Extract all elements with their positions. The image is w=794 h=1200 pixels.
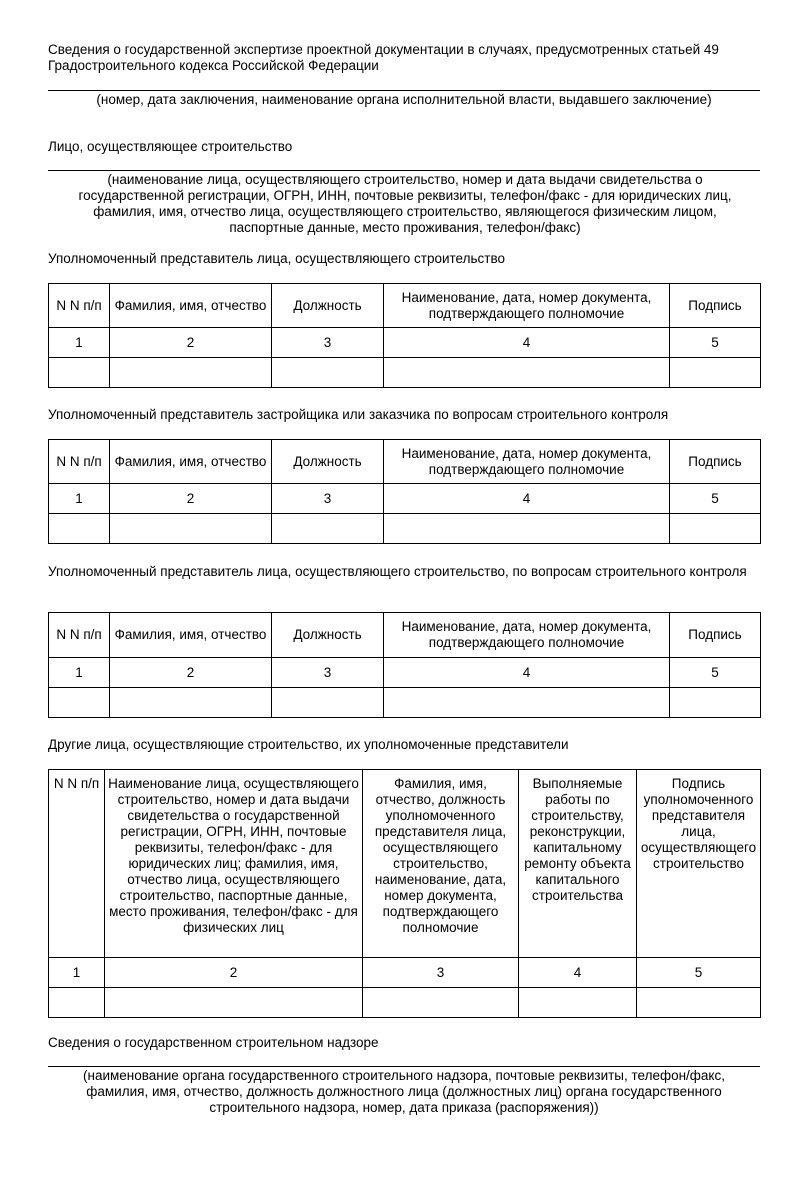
empty-cell [670, 688, 761, 718]
col-signature-header: Подпись уполномоченного представителя лица, осуществляющего строительство [637, 770, 761, 958]
col-number: 2 [110, 328, 272, 358]
col-number: 4 [384, 658, 670, 688]
table-row [49, 358, 761, 388]
col-number: 5 [670, 658, 761, 688]
col-number: 3 [272, 484, 384, 514]
section4-table [48, 769, 761, 1018]
section1-heading: Уполномоченный представитель лица, осуществляющего строительство [48, 251, 505, 266]
column-number-row [49, 658, 761, 688]
col-position-header: Должность [272, 284, 384, 328]
col-number: 3 [363, 958, 519, 988]
table-header-row [49, 284, 761, 328]
empty-cell [105, 988, 363, 1018]
col-number: 1 [49, 484, 110, 514]
empty-cell [363, 988, 519, 1018]
col-document-header: Наименование, дата, номер документа, подтверждающего полномочие [384, 284, 670, 328]
empty-cell [384, 514, 670, 544]
col-number: 5 [670, 484, 761, 514]
col-number: 1 [49, 958, 105, 988]
builder-fill-line [48, 170, 760, 171]
col-entity-header: Наименование лица, осуществляющего строительство, номер и дата выдачи свидетельства о государственной регистрации, ОГРН, ИНН, почтовые реквизиты, телефон/факс - для юридических лиц; фамилия, имя, отчество лица, осуществляющего строительство, паспортные данные, место проживания, телефон/факс - для физических лиц [105, 770, 363, 958]
col-number: 1 [49, 328, 110, 358]
col-number: 4 [384, 328, 670, 358]
col-fio-header: Фамилия, имя, отчество [110, 284, 272, 328]
empty-cell [670, 358, 761, 388]
empty-cell [272, 688, 384, 718]
builder-heading: Лицо, осуществляющее строительство [48, 139, 293, 154]
expertise-fill-line [48, 90, 760, 91]
table-header-row [49, 613, 761, 658]
empty-cell [49, 988, 105, 1018]
col-nn-header: N N п/п [49, 440, 110, 484]
table-header-row [49, 770, 761, 958]
supervision-fill-line [48, 1066, 760, 1067]
empty-cell [110, 688, 272, 718]
empty-cell [272, 514, 384, 544]
col-position-header: Должность [272, 613, 384, 658]
empty-cell [272, 358, 384, 388]
table-header-row [49, 440, 761, 484]
col-number: 4 [519, 958, 637, 988]
expertise-heading: Сведения о государственной экспертизе проектной документации в случаях, предусмотренных статьей 49 Градостроительного кодекса Российской Федерации [48, 42, 719, 73]
section3-heading: Уполномоченный представитель лица, осуществляющего строительство, по вопросам строительного контроля [48, 564, 747, 579]
table-row [49, 514, 761, 544]
col-signature-header: Подпись [670, 613, 761, 658]
empty-cell [110, 358, 272, 388]
column-number-row [49, 484, 761, 514]
empty-cell [384, 688, 670, 718]
section2-heading: Уполномоченный представитель застройщика или заказчика по вопросам строительного контроля [48, 407, 669, 422]
col-signature-header: Подпись [670, 284, 761, 328]
supervision-caption: (наименование органа государственного строительного надзора, почтовые реквизиты, телефон/факс, фамилия, имя, отчество, должность должностного лица (должностных лиц) органа государственного строительного надзора, номер, дата приказа (распоряжения)) [83, 1068, 725, 1115]
col-document-header: Наименование, дата, номер документа, подтверждающего полномочие [384, 440, 670, 484]
empty-cell [519, 988, 637, 1018]
table-row [49, 988, 761, 1018]
builder-caption: (наименование лица, осуществляющего строительство, номер и дата выдачи свидетельства о государственной регистрации, ОГРН, ИНН, почтовые реквизиты, телефон/факс - для юридических лиц, фамилия, имя, отчество лица, осуществляющего строительство, являющегося физическим лицом, паспортные данные, место проживания, телефон/факс) [78, 172, 732, 235]
col-number: 2 [105, 958, 363, 988]
empty-cell [670, 514, 761, 544]
col-number: 2 [110, 658, 272, 688]
col-nn-header: N N п/п [49, 613, 110, 658]
empty-cell [49, 514, 110, 544]
col-number: 3 [272, 328, 384, 358]
column-number-row [49, 328, 761, 358]
section2-table [48, 439, 761, 544]
column-number-row [49, 958, 761, 988]
col-number: 4 [384, 484, 670, 514]
supervision-heading: Сведения о государственном строительном надзоре [48, 1035, 379, 1050]
section3-table [48, 612, 761, 718]
col-document-header: Наименование, дата, номер документа, подтверждающего полномочие [384, 613, 670, 658]
col-nn-header: N N п/п [49, 770, 105, 958]
expertise-caption: (номер, дата заключения, наименование органа исполнительной власти, выдавшего заключение) [96, 92, 712, 107]
col-number: 2 [110, 484, 272, 514]
empty-cell [49, 358, 110, 388]
col-nn-header: N N п/п [49, 284, 110, 328]
section4-heading: Другие лица, осуществляющие строительство, их уполномоченные представители [48, 737, 569, 752]
col-fio-header: Фамилия, имя, отчество [110, 613, 272, 658]
col-number: 3 [272, 658, 384, 688]
col-works-header: Выполняемые работы по строительству, реконструкции, капитальному ремонту объекта капитального строительства [519, 770, 637, 958]
section1-table [48, 283, 761, 388]
empty-cell [637, 988, 761, 1018]
empty-cell [384, 358, 670, 388]
col-number: 5 [637, 958, 761, 988]
empty-cell [110, 514, 272, 544]
col-number: 5 [670, 328, 761, 358]
col-position-header: Должность [272, 440, 384, 484]
empty-cell [49, 688, 110, 718]
col-number: 1 [49, 658, 110, 688]
table-row [49, 688, 761, 718]
col-signature-header: Подпись [670, 440, 761, 484]
col-fio-header: Фамилия, имя, отчество [110, 440, 272, 484]
col-rep-header: Фамилия, имя, отчество, должность уполномоченного представителя лица, осуществляющего строительство, наименование, дата, номер документа, подтверждающего полномочие [363, 770, 519, 958]
